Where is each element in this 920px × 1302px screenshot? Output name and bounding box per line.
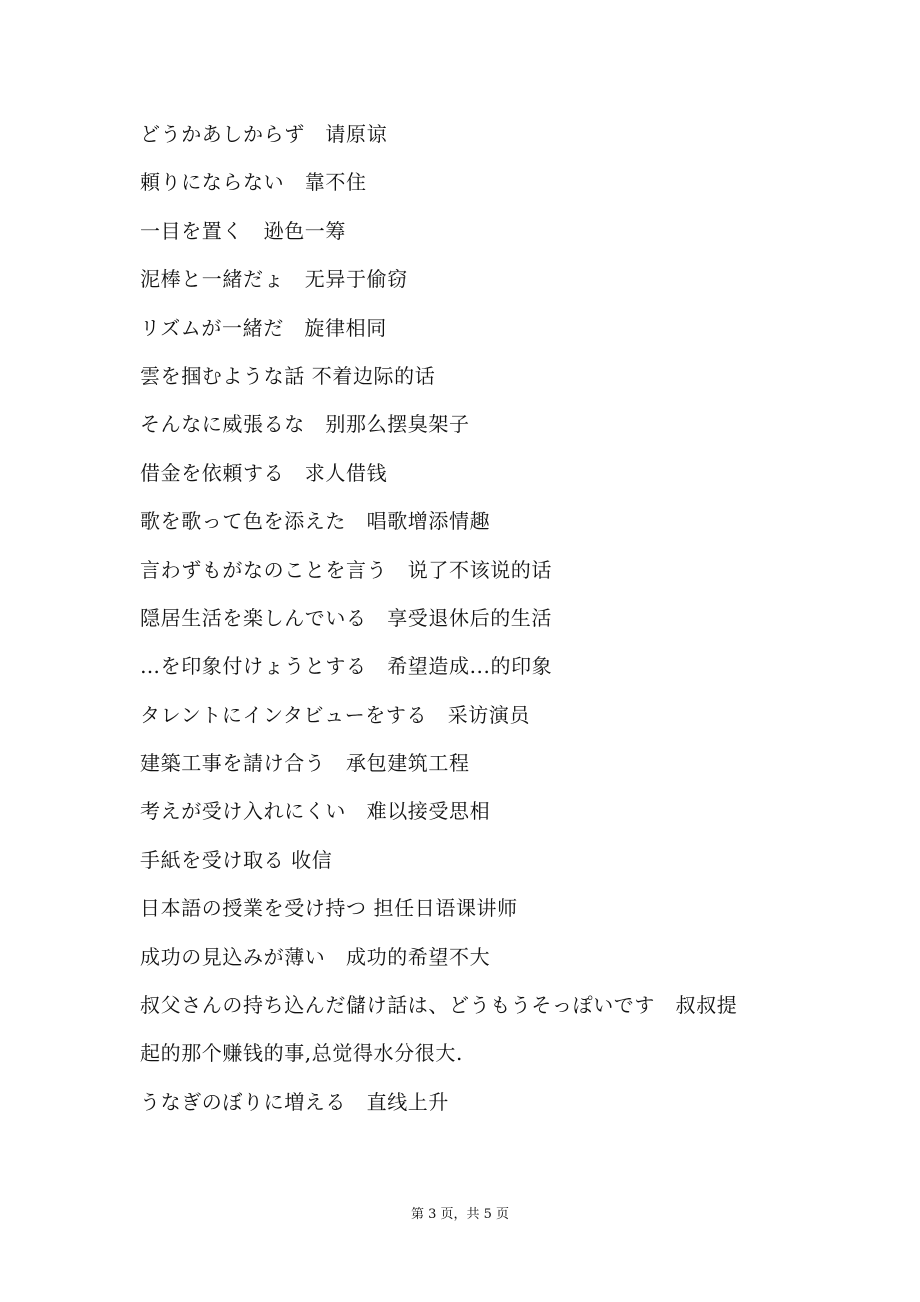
text-line: 手紙を受け取る 收信 (140, 847, 333, 872)
text-line: 日本語の授業を受け持つ 担任日语课讲师 (140, 896, 518, 921)
text-line: うなぎのぼりに増える 直线上升 (140, 1089, 449, 1114)
text-line: …を印象付けょうとする 希望造成...的印象 (140, 654, 553, 679)
document-body (140, 116, 800, 1132)
text-line: 一目を置く 逊色一筹 (140, 218, 346, 243)
text-line: 考えが受け入れにくい 难以接受思相 (140, 799, 491, 824)
text-line: タレントにインタビューをする 采访演员 (140, 702, 531, 727)
text-line: 隠居生活を楽しんでいる 享受退休后的生活 (140, 605, 552, 630)
text-line: 借金を依頼する 求人借钱 (140, 460, 388, 485)
text-line: どうかあしからず 请原谅 (140, 122, 388, 146)
text-line: 雲を掴むような話 不着边际的话 (140, 363, 436, 388)
text-line: リズムが一緒だ 旋律相同 (140, 315, 387, 340)
text-line: 起的那个赚钱的事,总觉得水分很大. (140, 1041, 463, 1066)
text-line: 成功の見込みが薄い 成功的希望不大 (140, 944, 491, 969)
page-number: 第 3 页，共 5 页 (410, 1207, 510, 1222)
text-line: 歌を歌って色を添えた 唱歌增添情趣 (140, 509, 491, 534)
text-line: 頼りにならない 靠不住 (140, 170, 367, 195)
text-line: 言わずもがなのことを言う 说了不该说的话 (140, 557, 552, 582)
text-line: そんなに威張るな 别那么摆臭架子 (140, 412, 470, 437)
text-line: 泥棒と一緒だょ 无异于偷窃 (140, 267, 408, 292)
text-line: 叔父さんの持ち込んだ儲け話は、どうもうそっぽいです 叔叔提 (140, 993, 738, 1018)
text-line: 建築工事を請け合う 承包建筑工程 (140, 751, 470, 776)
